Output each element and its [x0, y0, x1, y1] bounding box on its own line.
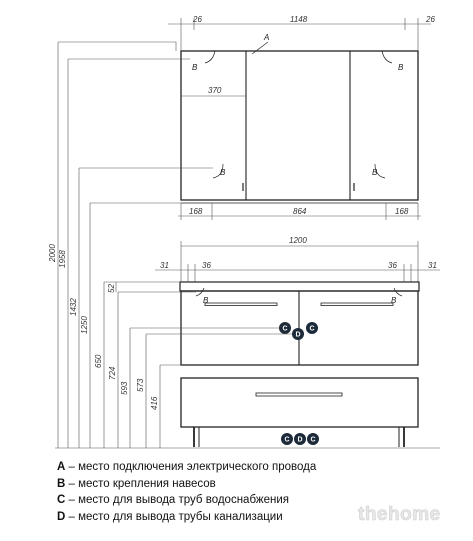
vanity-upper-doors — [181, 288, 418, 365]
dim-bottom-left: 168 — [189, 207, 203, 216]
mark-d-upper: D — [295, 331, 301, 339]
height-dimension-labels — [48, 244, 159, 410]
dim-h-1958: 1958 — [58, 250, 67, 268]
dim-right-36: 36 — [388, 261, 397, 270]
dim-h-593: 593 — [120, 381, 129, 395]
legend-key-c: C — [57, 494, 66, 506]
dim-b-offset: 370 — [208, 86, 222, 95]
mark-b-mid-left: B — [220, 168, 226, 177]
legend-key-a: A — [57, 461, 66, 473]
dim-h-1250: 1250 — [80, 316, 89, 334]
mark-c-lower-right: C — [310, 436, 316, 444]
mark-b-vanity-left: B — [203, 296, 209, 305]
dim-right-31: 31 — [428, 261, 437, 270]
mark-c-lower-left: C — [284, 436, 290, 444]
vanity-utility-marks-lower — [281, 433, 319, 445]
vanity-countertop — [180, 282, 419, 291]
mirror-cabinet-hinge-marks — [192, 33, 404, 177]
dim-h-573: 573 — [136, 378, 145, 392]
dim-left-36: 36 — [202, 261, 211, 270]
mark-c-upper-right: C — [309, 325, 315, 333]
mark-d-lower: D — [297, 436, 303, 444]
mirror-cabinet — [181, 51, 418, 203]
dim-h-2000: 2000 — [48, 244, 57, 262]
watermark: thehome — [358, 504, 441, 525]
dim-h-1432: 1432 — [69, 298, 78, 316]
mark-b-vanity-right: B — [391, 296, 397, 305]
mark-b-top-left: B — [192, 63, 198, 72]
legend-key-d: D — [57, 510, 66, 523]
dim-top-left: 26 — [193, 15, 202, 24]
dim-bottom-right: 168 — [395, 207, 409, 216]
mark-b-mid-right: B — [372, 168, 378, 177]
height-dimension-lines — [58, 42, 292, 448]
dim-bottom-mid: 864 — [293, 207, 307, 216]
legend-text-c: – место для вывода труб водоснабжения — [65, 494, 289, 506]
dim-h-650: 650 — [94, 354, 103, 368]
legend-text-a: – место подключения электрического провода — [65, 461, 317, 473]
vanity-side-dims — [155, 264, 440, 282]
dim-top-right: 26 — [426, 15, 435, 24]
dim-h-724: 724 — [108, 366, 117, 380]
vanity-width-dim — [181, 241, 418, 282]
legend-text-b: – место крепления навесов — [65, 477, 216, 490]
legend-text-d: – место для вывода трубы канализации — [65, 510, 283, 523]
mark-c-upper-left: C — [282, 325, 288, 333]
legend-row-b — [57, 478, 437, 495]
dim-h-52: 52 — [107, 284, 116, 293]
legend-key-b: B — [57, 477, 66, 490]
dim-vanity-width: 1200 — [289, 236, 307, 245]
dim-top-width: 1148 — [290, 15, 308, 24]
dim-left-31: 31 — [160, 261, 169, 270]
mark-a: A — [264, 33, 270, 42]
mark-b-top-right: B — [398, 63, 404, 72]
dim-h-416: 416 — [150, 396, 159, 410]
leader-a — [252, 42, 268, 54]
legend-row-a — [57, 461, 437, 478]
